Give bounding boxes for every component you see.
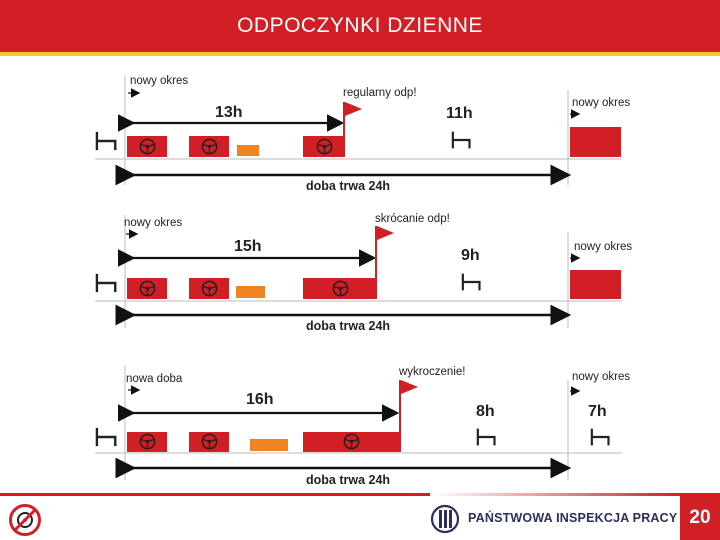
row-3-start-label: nowa doba <box>126 373 183 385</box>
institution-name: PAŃSTWOWA INSPEKCJA PRACY <box>468 511 678 525</box>
row-3-rest-label: 8h <box>476 403 495 420</box>
bed-icon <box>97 274 115 292</box>
bed-icon <box>97 132 115 150</box>
title-bar <box>0 0 720 52</box>
bed-icon <box>592 429 609 446</box>
row-1-day-label: doba trwa 24h <box>306 179 391 193</box>
row-3-rest-label-2: 7h <box>588 403 607 420</box>
row-3-flag-label: wykroczenie! <box>399 366 466 378</box>
row-1-rest-label: 11h <box>446 105 473 122</box>
next-period-block <box>570 127 621 157</box>
row-2-duration-label: 15h <box>234 238 262 255</box>
other-work-block <box>237 145 259 156</box>
row-3-end-label: nowy okres <box>572 371 631 383</box>
row-2-rest-label: 9h <box>461 247 480 264</box>
pip-logo-icon <box>428 504 462 534</box>
next-period-block <box>570 270 621 299</box>
bed-icon <box>97 428 115 446</box>
bed-icon <box>478 429 495 446</box>
row-2 <box>95 213 632 333</box>
row-2-start-label: nowy okres <box>124 217 183 229</box>
row-1-end-label: nowy okres <box>572 97 631 109</box>
row-1-start-label: nowy okres <box>130 75 189 87</box>
rest-periods-diagram <box>0 56 720 492</box>
flag-icon <box>376 226 394 296</box>
footer-fade <box>430 493 680 496</box>
row-2-end-label: nowy okres <box>574 241 633 253</box>
other-work-block <box>236 286 265 298</box>
bed-icon <box>463 274 480 291</box>
flag-icon <box>400 380 418 450</box>
row-3-day-label: doba trwa 24h <box>306 473 391 487</box>
row-2-flag-label: skrócanie odp! <box>375 213 450 225</box>
row-3-duration-label: 16h <box>246 391 274 408</box>
row-2-day-label: doba trwa 24h <box>306 319 391 333</box>
row-1 <box>95 75 630 193</box>
page-number: 20 <box>680 496 720 540</box>
page-title: ODPOCZYNKI DZIENNE <box>237 14 483 37</box>
row-3 <box>95 365 630 487</box>
other-work-block <box>250 439 288 451</box>
row-1-flag-label: regularny odp! <box>343 87 417 99</box>
row-1-duration-label: 13h <box>215 104 243 121</box>
no-driving-icon <box>8 503 42 537</box>
bed-icon <box>453 132 470 149</box>
flag-icon <box>344 102 362 155</box>
